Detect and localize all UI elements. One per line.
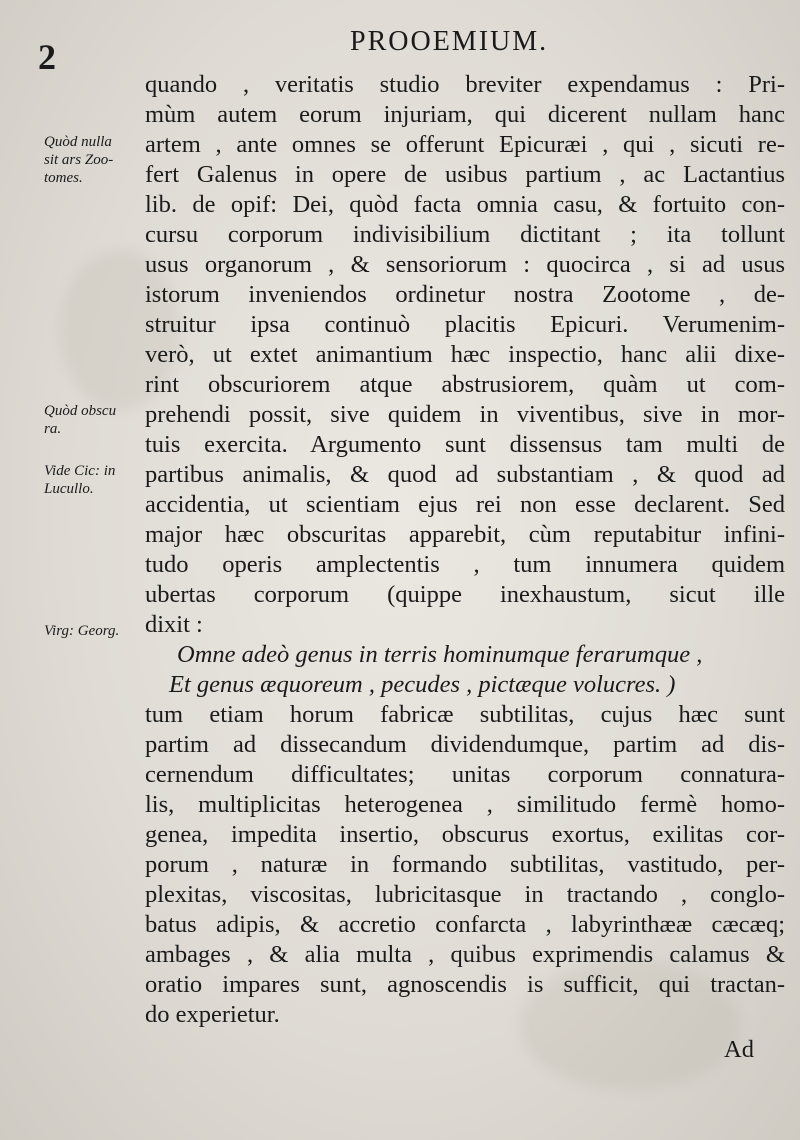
text-line: ambages , & alia multa , quibus exprimendis calamus & [145, 941, 785, 968]
text-line: quando , veritatis studio breviter expendamus : Pri- [145, 71, 785, 98]
margin-note [44, 462, 115, 498]
page-number: 2 [38, 37, 56, 77]
verse-line: Omne adeò genus in terris hominumque ferarumque , [177, 641, 703, 668]
text-line: fert Galenus in opere de usibus partium , ac Lactantius [145, 161, 785, 188]
text-line: verò, ut extet animantium hæc inspectio, hanc alii dixe- [145, 341, 785, 368]
text-line: genea, impedita insertio, obscurus exortus, exilitas cor- [145, 821, 785, 848]
text-line: istorum inveniendos ordinetur nostra Zootome , de- [145, 281, 785, 308]
text-line: batus adipis, & accretio confarcta , labyrinthææ cæcæq; [145, 911, 785, 938]
text-line: tum etiam horum fabricæ subtilitas, cujus hæc sunt [145, 701, 785, 728]
verse-line: Et genus æquoreum , pecudes , pictæque volucres. ) [169, 671, 676, 698]
text-line: tuis exercita. Argumento sunt dissensus tam multi de [145, 431, 785, 458]
margin-note-line: ra. [44, 421, 62, 437]
text-line: struitur ipsa continuò placitis Epicuri. Verumenim- [145, 311, 785, 338]
body-text [145, 70, 785, 1030]
text-line: partim ad dissecandum dividendumque, partim ad dis- [145, 731, 785, 758]
text-line: do experietur. [145, 1001, 280, 1028]
text-line: rint obscuriorem atque abstrusiorem, quàm ut com- [145, 371, 785, 398]
margin-note-line: Quòd nulla [44, 134, 112, 150]
margin-note-line: Lucullo. [44, 481, 94, 497]
margin-note [44, 622, 119, 640]
text-line: oratio impares sunt, agnoscendis is sufficit, qui tractan- [145, 971, 785, 998]
margin-note [44, 133, 113, 187]
text-line: plexitas, viscositas, lubricitasque in tractando , conglo- [145, 881, 785, 908]
text-line: ubertas corporum (quippe inexhaustum, sicut ille [145, 581, 785, 608]
text-line: lis, multiplicitas heterogenea , similitudo fermè homo- [145, 791, 785, 818]
text-line: cernendum difficultates; unitas corporum connatura- [145, 761, 785, 788]
running-head: PROOEMIUM. [350, 26, 549, 57]
text-line: cursu corporum indivisibilium dictitant ; ita tollunt [145, 221, 785, 248]
text-line: porum , naturæ in formando subtilitas, vastitudo, per- [145, 851, 785, 878]
margin-note-line: tomes. [44, 170, 83, 186]
text-line: dixit : [145, 611, 203, 638]
margin-note-line: Quòd obscu [44, 403, 117, 419]
catchword: Ad [724, 1036, 754, 1063]
margin-note-line: Vide Cic: in [44, 463, 116, 479]
margin-note-line: Virg: Georg. [44, 623, 120, 639]
text-line: major hæc obscuritas apparebit, cùm reputabitur infini- [145, 521, 785, 548]
margin-note-line: sit ars Zoo- [44, 152, 114, 168]
text-line: accidentia, ut scientiam ejus rei non esse declarent. Sed [145, 491, 785, 518]
text-line: lib. de opif: Dei, quòd facta omnia casu, & fortuito con- [145, 191, 785, 218]
text-line: tudo operis amplectentis , tum innumera quidem [145, 551, 785, 578]
text-line: partibus animalis, & quod ad substantiam , & quod ad [145, 461, 785, 488]
margin-note [44, 402, 116, 438]
text-line: artem , ante omnes se offerunt Epicuræi , qui , sicuti re- [145, 131, 785, 158]
text-line: usus organorum , & sensoriorum : quocirca , si ad usus [145, 251, 785, 278]
text-line: mùm autem eorum injuriam, qui dicerent nullam hanc [145, 101, 785, 128]
text-line: prehendi possit, sive quidem in viventibus, sive in mor- [145, 401, 785, 428]
